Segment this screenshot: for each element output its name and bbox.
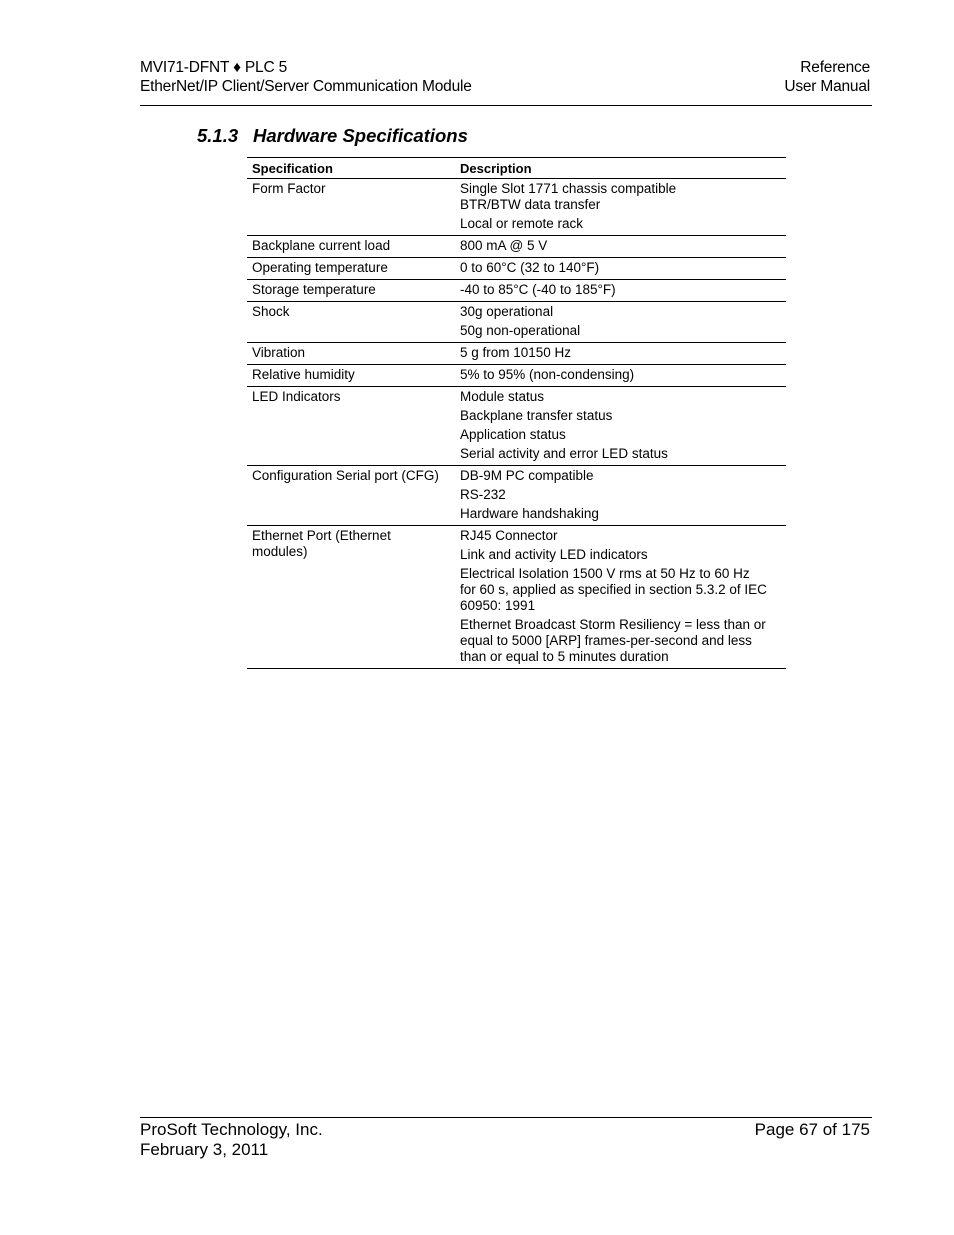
product-name: MVI71-DFNT ♦ PLC 5: [140, 59, 288, 76]
description-line: Application status: [460, 427, 566, 442]
page-header: [140, 56, 872, 106]
table-row: [247, 343, 786, 365]
description-cell: [455, 387, 786, 466]
table-row: [247, 302, 786, 343]
spec-name: Configuration Serial port (CFG): [252, 468, 439, 483]
description-cell: [455, 466, 786, 526]
description-line: Serial activity and error LED status: [460, 446, 668, 461]
description-line: Link and activity LED indicators: [460, 547, 648, 562]
description-cell: [455, 179, 786, 236]
description-line: -40 to 85°C (-40 to 185°F): [460, 282, 616, 297]
table-body: [247, 179, 786, 669]
description-line: 50g non-operational: [460, 323, 581, 338]
spec-cell: [247, 343, 455, 365]
description-line: Backplane transfer status: [460, 408, 613, 423]
publish-date: February 3, 2011: [140, 1140, 269, 1159]
table-row: [247, 387, 786, 466]
description-line: RJ45 Connector: [460, 528, 558, 543]
description-line: 800 mA @ 5 V: [460, 238, 548, 253]
description-line: 5 g from 10150 Hz: [460, 345, 572, 360]
description-cell: [455, 258, 786, 280]
column-header-specification: Specification: [252, 161, 333, 176]
description-line: Module status: [460, 389, 545, 404]
module-name: EtherNet/IP Client/Server Communication Module: [140, 78, 472, 95]
spec-cell: [247, 526, 455, 669]
spec-cell: [247, 280, 455, 302]
table-row: [247, 258, 786, 280]
description-cell: [455, 236, 786, 258]
description-line: Ethernet Broadcast Storm Resiliency = less than or equal to 5000 [ARP] frames-per-second and less than or equal to 5 minutes duration: [460, 617, 766, 664]
description-line: 30g operational: [460, 304, 554, 319]
table-row: [247, 280, 786, 302]
spec-cell: [247, 387, 455, 466]
spec-name: Relative humidity: [252, 367, 355, 382]
description-cell: [455, 280, 786, 302]
spec-name: Vibration: [252, 345, 306, 360]
spec-cell: [247, 365, 455, 387]
spec-cell: [247, 179, 455, 236]
description-cell: [455, 343, 786, 365]
spec-name: Form Factor: [252, 181, 326, 196]
description-line: Electrical Isolation 1500 V rms at 50 Hz to 60 Hz for 60 s, applied as specified in section 5.3.2 of IEC 60950: 1991: [460, 566, 767, 613]
description-line: 0 to 60°C (32 to 140°F): [460, 260, 600, 275]
table-row: [247, 179, 786, 236]
hardware-spec-table: [247, 157, 786, 669]
doc-type-label: User Manual: [784, 78, 870, 95]
description-line: Hardware handshaking: [460, 506, 599, 521]
spec-name: Storage temperature: [252, 282, 376, 297]
table-header-row: [247, 158, 786, 179]
company-name: ProSoft Technology, Inc.: [140, 1120, 323, 1139]
page-footer: [140, 1117, 872, 1159]
table-row: [247, 236, 786, 258]
description-line: DB-9M PC compatible: [460, 468, 594, 483]
page-number: Page 67 of 175: [754, 1120, 870, 1139]
spec-cell: [247, 466, 455, 526]
spec-cell: [247, 258, 455, 280]
spec-name: Backplane current load: [252, 238, 391, 253]
section-heading: [197, 125, 468, 147]
table-row: [247, 526, 786, 669]
header-right: [784, 58, 870, 96]
spec-name: LED Indicators: [252, 389, 341, 404]
column-header-description: Description: [460, 161, 532, 176]
spec-name: Operating temperature: [252, 260, 388, 275]
header-left: [140, 58, 472, 96]
spec-name: Shock: [252, 304, 290, 319]
description-cell: [455, 302, 786, 343]
section-label: Reference: [800, 59, 870, 76]
table-row: [247, 466, 786, 526]
section-title: Hardware Specifications: [253, 125, 468, 146]
description-line: Local or remote rack: [460, 216, 584, 231]
description-cell: [455, 365, 786, 387]
section-number: 5.1.3: [197, 125, 239, 146]
description-line: RS-232: [460, 487, 506, 502]
description-line: 5% to 95% (non-condensing): [460, 367, 635, 382]
spec-name: Ethernet Port (Ethernet modules): [252, 528, 391, 559]
footer-left: [140, 1120, 323, 1160]
spec-cell: [247, 302, 455, 343]
spec-cell: [247, 236, 455, 258]
description-line: Single Slot 1771 chassis compatible BTR/BTW data transfer: [460, 181, 677, 212]
description-cell: [455, 526, 786, 669]
table-row: [247, 365, 786, 387]
